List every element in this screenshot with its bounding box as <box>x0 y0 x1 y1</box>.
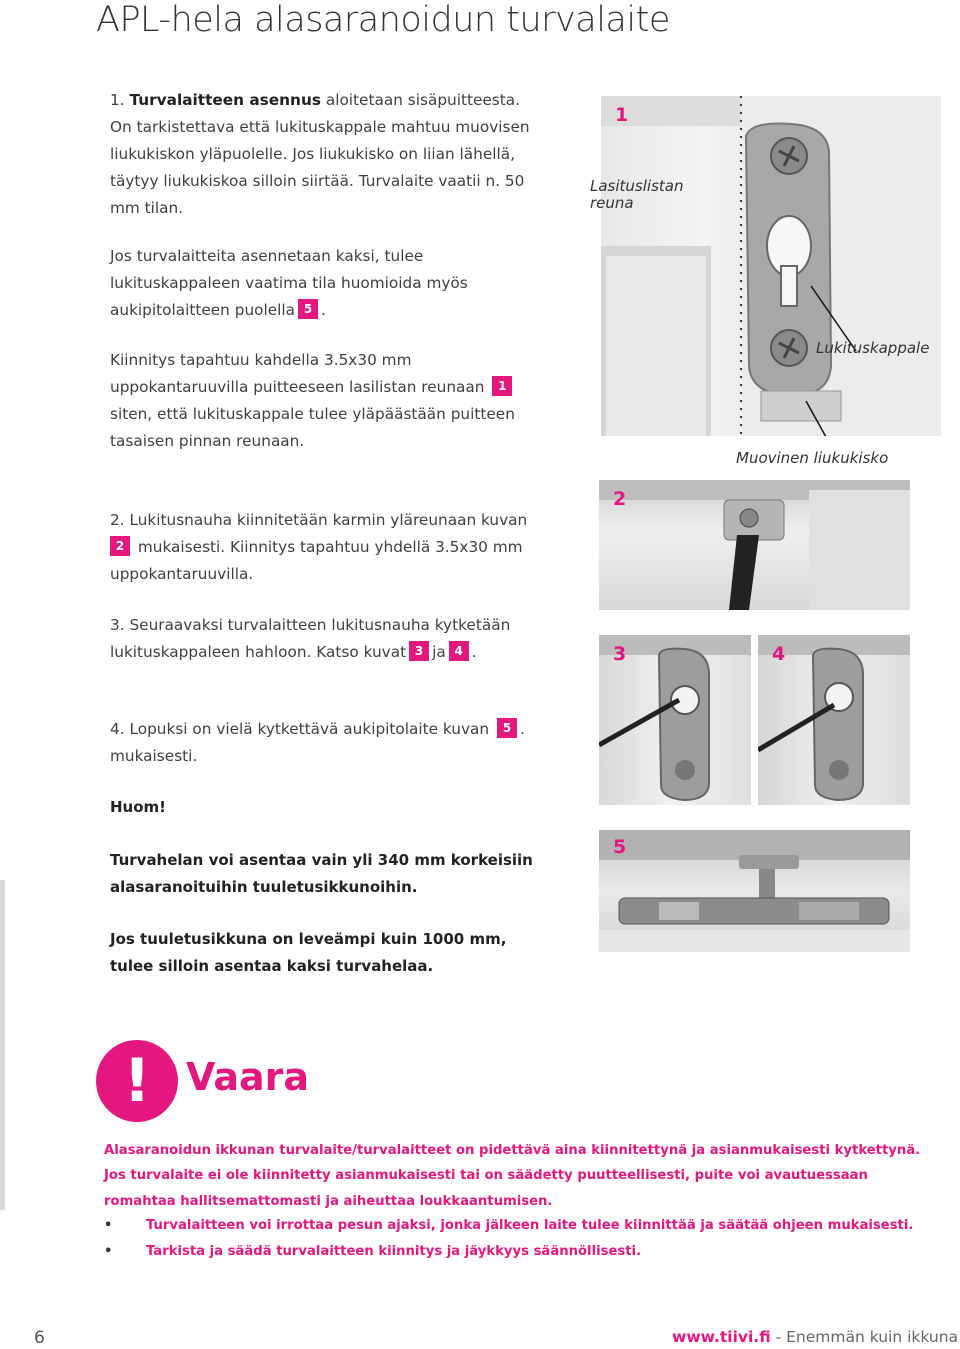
step-3-end: . <box>471 643 477 661</box>
warning-paragraph-1: Alasaranoidun ikkunan turvalaite/turvalaitteet on pidettävä aina kiinnitettynä ja asianmukaisesti kytkettynä. <box>104 1143 921 1158</box>
two-devices-paragraph <box>110 243 530 324</box>
note-line-1: Turvahelan voi asentaa vain yli 340 mm korkeisiin alasaranoituihin tuuletusikkunoihin. <box>110 851 533 896</box>
step-3-mid: ja <box>432 643 446 661</box>
bullet-dot: • <box>104 1244 113 1259</box>
lock-block-illustration <box>601 96 941 436</box>
figure-1-number: 1 <box>615 104 629 126</box>
warning-icon <box>96 1040 178 1122</box>
step-4-text-b: . mukaisesti. <box>110 720 525 765</box>
note-heading: Huom! <box>110 798 167 816</box>
figure-5-photo <box>599 830 910 952</box>
caption-lukituskappale: Lukituskappale <box>816 339 930 357</box>
figure-5-number: 5 <box>613 836 627 858</box>
hold-open-device-illustration <box>599 830 910 952</box>
step-2-text-a: 2. Lukitusnauha kiinnitetään karmin yläreunaan kuvan <box>110 511 528 529</box>
step-3-paragraph <box>110 612 530 666</box>
caption-muovinen-liukukisko: Muovinen liukukisko <box>736 449 889 467</box>
mounting-text-a: Kiinnitys tapahtuu kahdella 3.5x30 mm uppokantaruuvilla puitteeseen lasilistan reunaan <box>110 351 485 396</box>
footer-tagline: - Enemmän kuin ikkuna <box>770 1328 959 1346</box>
warning-paragraph-2: Jos turvalaite ei ole kiinnitetty asianmukaisesti tai on säädetty puutteellisesti, puite voi avautuessaan romahtaa hallitsemattomasti ja aiheuttaa loukkaantumisen. <box>104 1168 868 1209</box>
figure-ref-badge: 5 <box>298 299 318 319</box>
figure-3-number: 3 <box>613 643 627 665</box>
step-1-number: 1. <box>110 91 125 109</box>
warning-bullet-text: Turvalaitteen voi irrottaa pesun ajaksi, jonka jälkeen laite tulee kiinnittää ja säätää ohjeen mukaisesti. <box>146 1218 914 1233</box>
figure-ref-badge: 1 <box>492 376 512 396</box>
mounting-text-b: siten, että lukituskappale tulee yläpäästään puitteen tasaisen pinnan reunaan. <box>110 405 515 450</box>
bullet-dot: • <box>104 1218 113 1233</box>
mounting-paragraph <box>110 347 530 455</box>
two-devices-text: Jos turvalaitteita asennetaan kaksi, tulee lukituskappaleen vaatima tila huomioida myös aukipitolaitteen puolella <box>110 247 468 319</box>
caption-lasituslistan-reuna <box>590 178 700 212</box>
warning-heading: Vaara <box>186 1055 309 1099</box>
figure-ref-badge: 4 <box>449 641 469 661</box>
strap-mount-illustration <box>599 480 910 610</box>
step-3-text-a: 3. Seuraavaksi turvalaitteen lukitusnauha kytketään lukituskappaleen hahloon. Katso kuvat <box>110 616 511 661</box>
figure-ref-badge: 2 <box>110 536 130 556</box>
side-rule <box>0 880 5 1210</box>
step-2-text-b: mukaisesti. Kiinnitys tapahtuu yhdellä 3.5x30 mm uppokantaruuvilla. <box>110 538 523 583</box>
caption-reuna-text: Lasituslistan reuna <box>590 177 684 212</box>
figure-2-number: 2 <box>613 488 627 510</box>
page-number: 6 <box>34 1328 45 1348</box>
figure-ref-badge: 3 <box>409 641 429 661</box>
step-1-text: aloitetaan sisäpuitteesta. On tarkistettava että lukituskappale mahtuu muovisen liukukiskon yläpuolelle. Jos liukukisko on liian lähellä, täytyy liukukiskoa silloin siirtää. Turvalaite vaatii n. 50 mm tilan. <box>110 91 530 217</box>
figure-ref-badge: 5 <box>497 718 517 738</box>
footer-url-link[interactable]: www.tiivi.fi <box>672 1328 771 1346</box>
warning-bullet-text: Tarkista ja säädä turvalaitteen kiinnitys ja jäykkyys säännöllisesti. <box>146 1244 642 1259</box>
footer-brand <box>672 1328 958 1346</box>
figure-4-number: 4 <box>772 643 786 665</box>
step-4-text-a: 4. Lopuksi on vielä kytkettävä aukipitolaite kuvan <box>110 720 490 738</box>
step-4-paragraph <box>110 716 530 770</box>
step-1-paragraph <box>110 87 530 222</box>
step-2-paragraph <box>110 507 530 588</box>
note-line-2: Jos tuuletusikkuna on leveämpi kuin 1000 mm, tulee silloin asentaa kaksi turvahelaa. <box>110 930 507 975</box>
figure-2-photo <box>599 480 910 610</box>
step-1-bold: Turvalaitteen asennus <box>129 91 321 109</box>
warning-icon-glyph: ! <box>123 1046 151 1116</box>
figure-1-photo <box>601 96 941 436</box>
two-devices-end: . <box>321 301 326 319</box>
page-title: APL-hela alasaranoidun turvalaite <box>96 0 670 40</box>
